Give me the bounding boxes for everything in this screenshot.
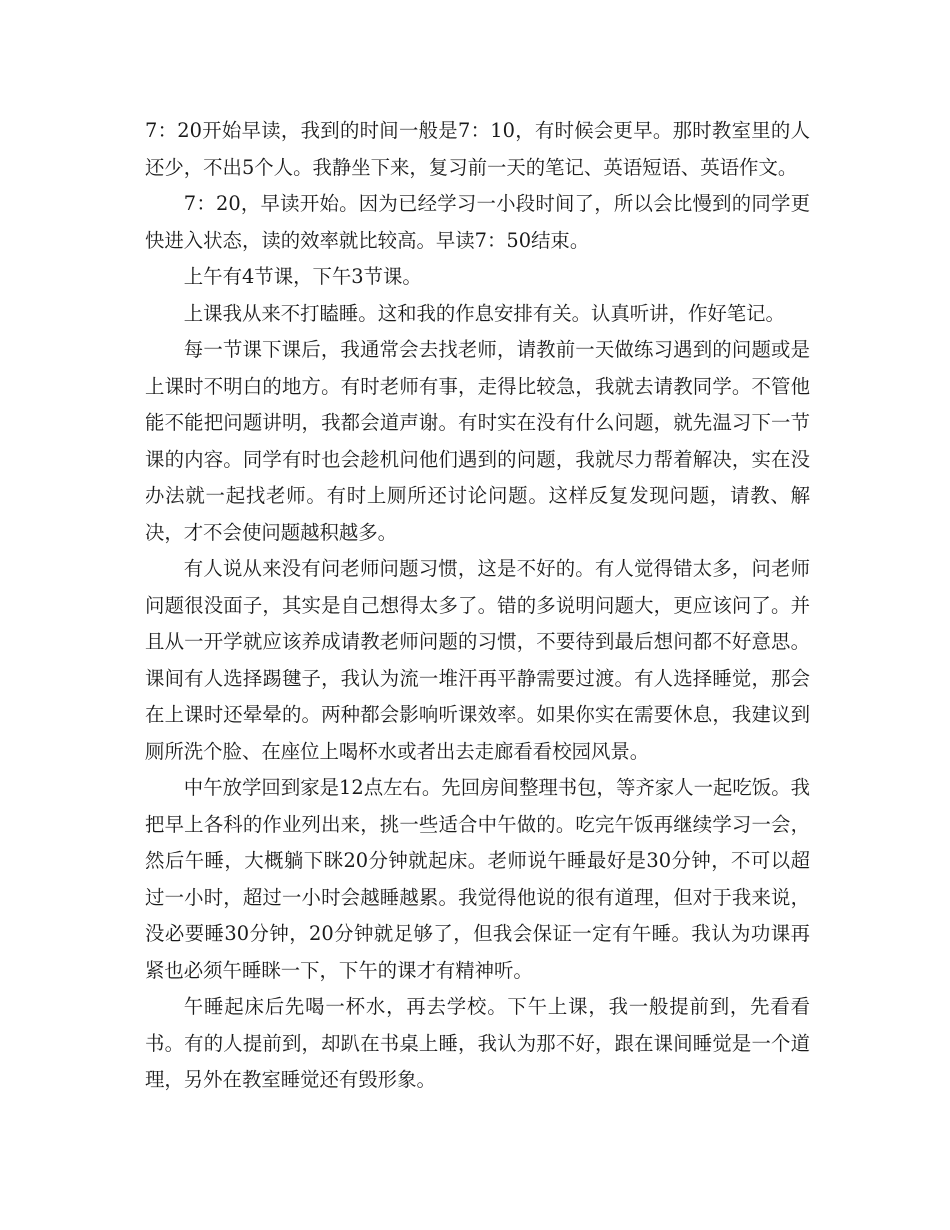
document-body [145, 113, 810, 1099]
paragraph-afternoon: 午睡起床后先喝一杯水，再去学校。下午上课，我一般提前到，先看看书。有的人提前到，却趴在书桌上睡，我认为那不好，跟在课间睡觉是一个道理，另外在教室睡觉还有毁形象。 [145, 995, 810, 1091]
paragraph-morning-reading-arrival: 7：20开始早读，我到的时间一般是7：10，有时候会更早。那时教室里的人还少，不出5个人。我静坐下来，复习前一天的笔记、英语短语、英语作文。 [145, 119, 810, 179]
paragraph-in-class: 上课我从来不打瞌睡。这和我的作息安排有关。认真听讲，作好笔记。 [183, 301, 785, 325]
paragraph-noon-break: 中午放学回到家是12点左右。先回房间整理书包，等齐家人一起吃饭。我把早上各科的作业列出来，挑一些适合中午做的。吃完午饭再继续学习一会，然后午睡，大概躺下眯20分钟就起床。老师说午睡最好是30分钟，不可以超过一小时，超过一小时会越睡越累。我觉得他说的很有道理，但对于我来说，没必要睡30分钟，20分钟就足够了，但我会保证一定有午睡。我认为功课再紧也必须午睡眯一下，下午的课才有精神听。 [145, 776, 810, 982]
paragraph-class-schedule: 上午有4节课，下午3节课。 [183, 265, 422, 288]
paragraph-morning-reading-start: 7：20，早读开始。因为已经学习一小段时间了，所以会比慢到的同学更快进入状态，读的效率就比较高。早读7：50结束。 [145, 192, 810, 252]
paragraph-asking-questions: 有人说从来没有问老师问题习惯，这是不好的。有人觉得错太多，问老师问题很没面子，其实是自己想得太多了。错的多说明问题大，更应该问了。并且从一开学就应该养成请教老师问题的习惯，不要待到最后想问都不好意思。课间有人选择踢毽子，我认为流一堆汗再平静需要过渡。有人选择睡觉，那会在上课时还晕晕的。两种都会影响听课效率。如果你实在需要休息，我建议到厕所洗个脸、在座位上喝杯水或者出去走廊看看校园风景。 [145, 557, 810, 763]
paragraph-after-class: 每一节课下课后，我通常会去找老师，请教前一天做练习遇到的问题或是上课时不明白的地方。有时老师有事，走得比较急，我就去请教同学。不管他能不能把问题讲明，我都会道声谢。有时实在没有什么问题，就先温习下一节课的内容。同学有时也会趁机问他们遇到的问题，我就尽力帮着解决，实在没办法就一起找老师。有时上厕所还讨论问题。这样反复发现问题，请教、解决，才不会使问题越积越多。 [145, 338, 810, 544]
